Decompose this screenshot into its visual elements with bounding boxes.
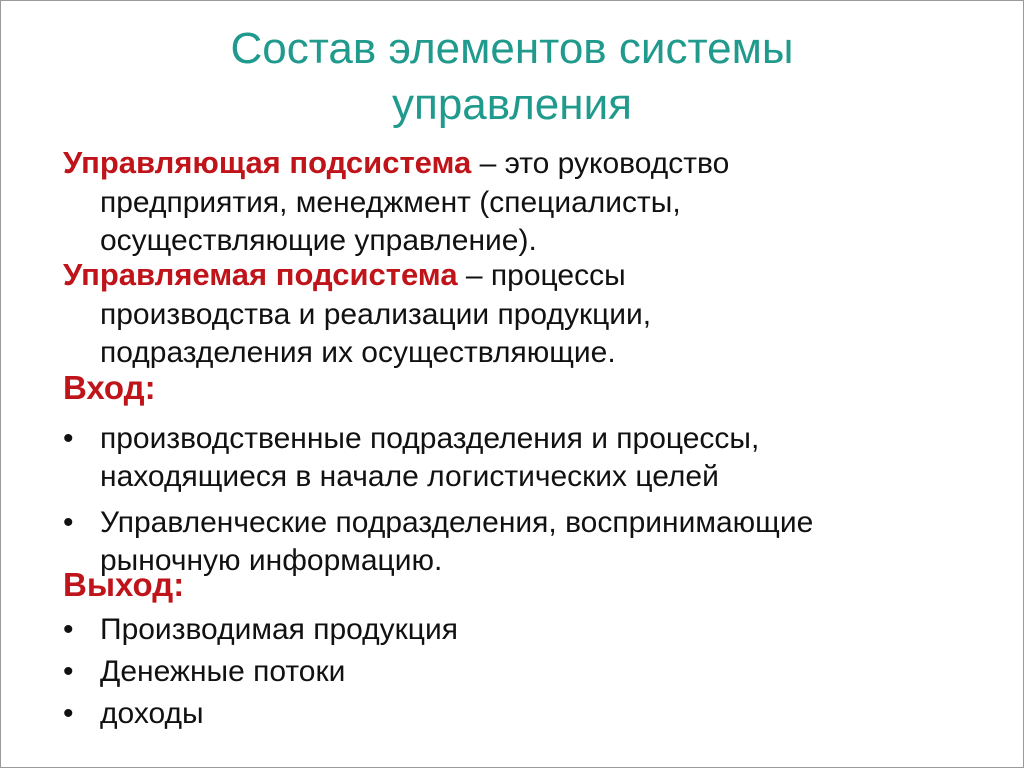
output-list [63, 611, 458, 733]
output-heading: Выход: [63, 566, 185, 603]
managed-subsystem-line-2: производства и реализации продукции, [100, 298, 652, 331]
managed-subsystem-rest: – процессы [457, 259, 626, 292]
managed-subsystem-paragraph [63, 255, 651, 372]
title-line-1: Состав элементов системы [230, 24, 794, 73]
managing-subsystem-paragraph [63, 143, 729, 260]
bullet-icon: • [63, 697, 74, 730]
bullet-icon: • [63, 422, 74, 455]
managing-subsystem-line-2: предприятия, менеджмент (специалисты, [100, 186, 681, 219]
managing-subsystem-rest: – это руководство [471, 147, 730, 180]
list-item [63, 420, 813, 496]
list-item-line-1: Управленческие подразделения, воспринимающие [100, 506, 814, 539]
list-item-line-1: производственные подразделения и процессы, [100, 422, 760, 455]
input-heading: Вход: [63, 369, 156, 406]
managed-subsystem-line-3: подразделения их осуществляющие. [100, 336, 616, 369]
list-item-text: доходы [100, 697, 204, 730]
list-item [63, 695, 458, 733]
bullet-icon: • [63, 506, 74, 539]
managing-subsystem-line-3: осуществляющие управление). [100, 224, 537, 257]
managed-subsystem-term: Управляемая подсистема [63, 257, 458, 292]
list-item-text: Производимая продукция [100, 613, 458, 646]
list-item-line-2: находящиеся в начале логистических целей [100, 460, 719, 493]
managing-subsystem-term: Управляющая подсистема [63, 145, 472, 180]
list-item-text: Денежные потоки [100, 655, 346, 688]
list-item [63, 653, 458, 691]
list-item-line-2: рыночную информацию. [100, 544, 443, 577]
slide-title [1, 21, 1023, 133]
bullet-icon: • [63, 655, 74, 688]
title-line-2: управления [392, 80, 632, 129]
bullet-icon: • [63, 613, 74, 646]
list-item [63, 611, 458, 649]
input-list [63, 420, 813, 580]
